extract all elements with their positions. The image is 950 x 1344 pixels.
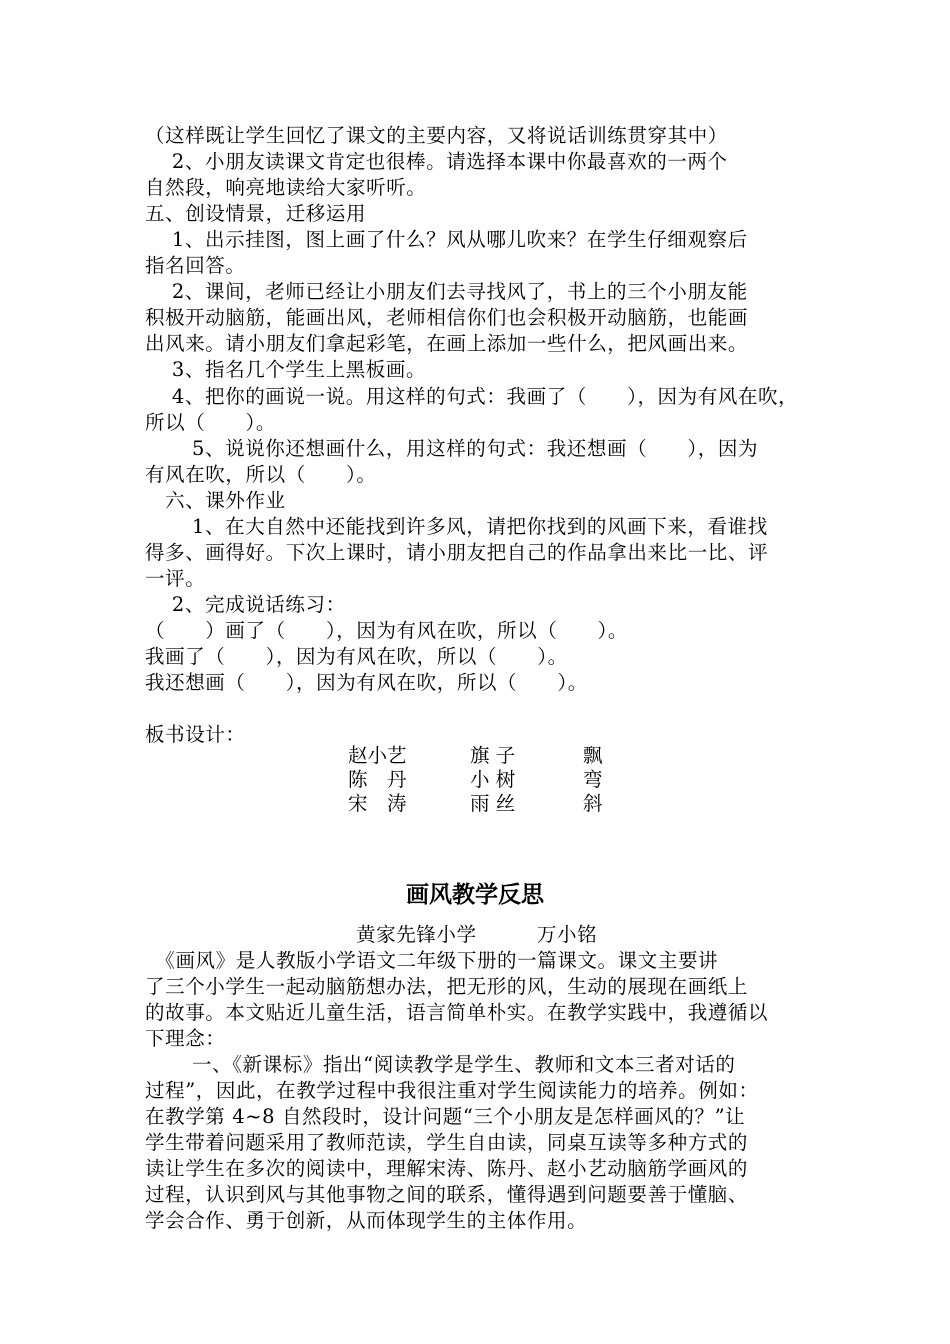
text-line: 2、完成说话练习： — [145, 593, 346, 616]
text-line: 出风来。请小朋友们拿起彩笔，在画上添加一些什么，把风画出来。 — [145, 332, 749, 355]
board-object: 旗 子 — [470, 744, 516, 767]
text-line: 指名回答。 — [145, 254, 246, 277]
text-line: 我画了（ ），因为有风在吹，所以（ ）。 — [145, 645, 568, 668]
text-line: 读让学生在多次的阅读中，理解宋涛、陈丹、赵小艺动脑筋学画风的 — [145, 1157, 749, 1180]
text-line: 了三个小学生一起动脑筋想办法，把无形的风，生动的展现在画纸上 — [145, 975, 749, 998]
text-line: 的故事。本文贴近儿童生活，语言简单朴实。在教学实践中，我遵循以 — [145, 1001, 769, 1024]
text-line: 过程，认识到风与其他事物之间的联系，懂得遇到问题要善于懂脑、 — [145, 1183, 749, 1206]
section-heading: 六、课外作业 — [145, 489, 286, 512]
board-name: 陈 丹 — [348, 768, 407, 791]
text-line: 在教学第 4~8 自然段时，设计问题“三个小朋友是怎样画风的？”让 — [145, 1105, 746, 1128]
text-line: 过程”，因此，在教学过程中我很注重对学生阅读能力的培养。例如： — [145, 1079, 759, 1102]
author-byline: 黄家先锋小学 万小铭 — [356, 923, 598, 946]
text-line: （这样既让学生回忆了课文的主要内容，又将说话训练贯穿其中） — [145, 124, 728, 147]
text-line: 积极开动脑筋，能画出风，老师相信你们也会积极开动脑筋，也能画 — [145, 306, 749, 329]
board-word: 弯 — [583, 768, 603, 791]
text-line: 2、小朋友读课文肯定也很棒。请选择本课中你最喜欢的一两个 — [145, 150, 728, 173]
text-line: 学生带着问题采用了教师范读，学生自由读，同桌互读等多种方式的 — [145, 1131, 749, 1154]
text-line: 自然段，响亮地读给大家听听。 — [145, 176, 427, 199]
document-title: 画风教学反思 — [406, 882, 544, 908]
text-line: 2、课间，老师已经让小朋友们去寻找风了，书上的三个小朋友能 — [145, 280, 748, 303]
text-line: 得多、画得好。下次上课时，请小朋友把自己的作品拿出来比一比、评 — [145, 541, 769, 564]
text-line: 4、把你的画说一说。用这样的句式：我画了（ ），因为有风在吹， — [145, 385, 799, 408]
board-object: 雨 丝 — [470, 792, 516, 815]
board-name: 赵小艺 — [348, 744, 407, 767]
text-line: 1、在大自然中还能找到许多风，请把你找到的风画下来，看谁找 — [145, 515, 768, 538]
text-line: 我还想画（ ），因为有风在吹，所以（ ）。 — [145, 671, 588, 694]
text-line: 所以（ ）。 — [145, 411, 276, 434]
text-line: 一、《新课标》指出“阅读教学是学生、教师和文本三者对话的 — [145, 1053, 736, 1076]
text-line: 1、出示挂图，图上画了什么？风从哪儿吹来？在学生仔细观察后 — [145, 228, 748, 251]
text-line: 有风在吹，所以（ ）。 — [145, 463, 377, 486]
text-line: 下理念： — [145, 1027, 226, 1050]
text-line: 5、说说你还想画什么，用这样的句式：我还想画（ ），因为 — [145, 437, 759, 460]
section-heading: 五、创设情景，迁移运用 — [145, 202, 367, 225]
text-line: 《画风》是人教版小学语文二年级下册的一篇课文。课文主要讲 — [145, 949, 719, 972]
board-design-label: 板书设计： — [145, 723, 246, 746]
text-line: 学会合作、勇于创新，从而体现学生的主体作用。 — [145, 1209, 588, 1232]
board-word: 斜 — [583, 792, 603, 815]
board-name: 宋 涛 — [348, 792, 407, 815]
board-object: 小 树 — [470, 768, 516, 791]
text-line: （ ）画了（ ），因为有风在吹，所以（ ）。 — [145, 619, 629, 642]
board-word: 飘 — [583, 744, 603, 767]
text-line: 一评。 — [145, 567, 206, 590]
text-line: 3、指名几个学生上黑板画。 — [145, 358, 427, 381]
